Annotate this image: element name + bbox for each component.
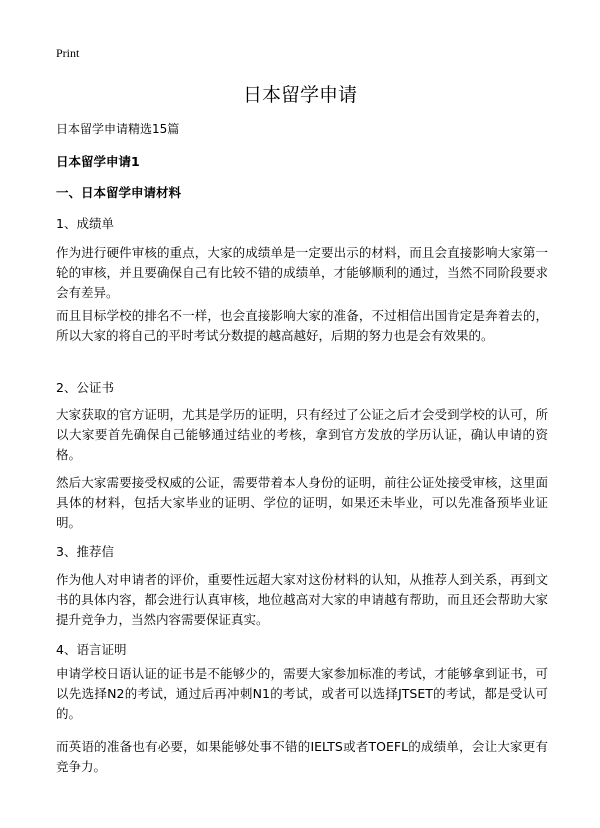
item-heading-recommendation: 3、推荐信: [56, 544, 114, 559]
paragraph: 大家获取的官方证明，尤其是学历的证明，只有经过了公证之后才会受到学校的认可，所以大家要首先确保自己能够通过结业的考核，拿到官方发放的学历认证，确认申请的资格。: [56, 407, 548, 462]
item-heading-language: 4、语言证明: [56, 642, 127, 657]
item-heading-transcript: 1、成绩单: [56, 216, 114, 231]
paragraph: 然后大家需要接受权威的公证，需要带着本人身份的证明，前往公证处接受审核，这里面具体的材料，包括大家毕业的证明、学位的证明，如果还未毕业，可以先准备预毕业证明。: [56, 475, 548, 530]
paragraph: 作为进行硬件审核的重点，大家的成绩单是一定要出示的材料，而且会直接影响大家第一轮的审核，并且要确保自己有比较不错的成绩单，才能够顺利的通过，当然不同阶段要求会有差异。: [56, 245, 548, 300]
paragraph: 作为他人对申请者的评价，重要性远超大家对这份材料的认知，从推荐人到关系，再到文书的具体内容，都会进行认真审核，地位越高对大家的申请越有帮助，而且还会帮助大家提升竞争力，当然内容需要保证真实。: [56, 572, 548, 627]
paragraph: 而英语的准备也有必要，如果能够处事不错的IELTS或者TOEFL的成绩单，会让大家更有竞争力。: [56, 739, 548, 774]
print-label: Print: [56, 46, 80, 60]
document-title: 日本留学申请: [242, 84, 357, 106]
paragraph: 申请学校日语认证的证书是不能够少的，需要大家参加标准的考试，才能够拿到证书，可以先选择N2的考试，通过后再冲刺N1的考试，或者可以选择JTSET的考试，都是受认可的。: [56, 666, 548, 721]
item-heading-notarization: 2、公证书: [56, 380, 114, 395]
section-heading: 一、日本留学申请材料: [56, 185, 182, 200]
paragraph: 而且目标学校的排名不一样，也会直接影响大家的准备，不过相信出国肯定是奔着去的，所以大家的将自己的平时考试分数提的越高越好，后期的努力也是会有效果的。: [56, 308, 548, 343]
article-heading: 日本留学申请1: [56, 154, 140, 169]
document-subtitle: 日本留学申请精选15篇: [56, 122, 180, 136]
